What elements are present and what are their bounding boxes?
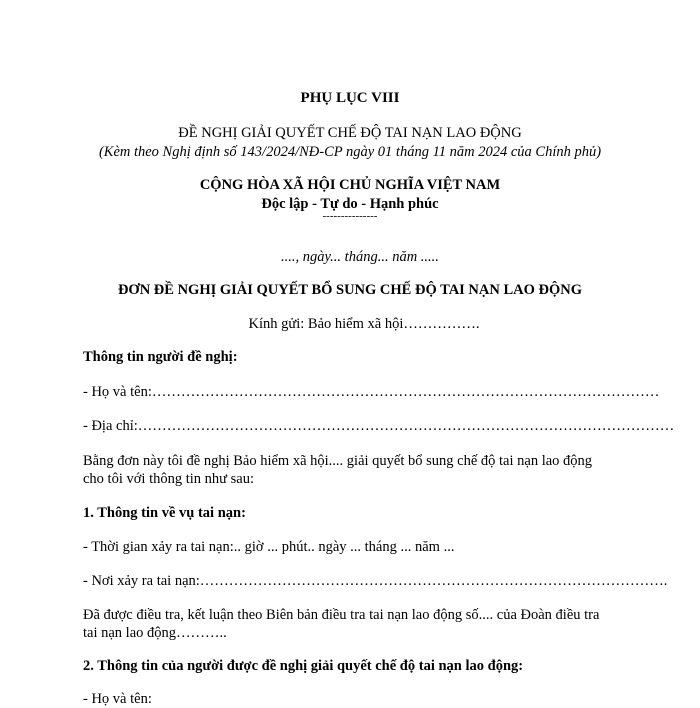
motto-rule: --------------- <box>322 210 378 222</box>
attached-note: (Kèm theo Nghị định số 143/2024/NĐ-CP ngày 01 tháng 11 năm 2024 của Chính phủ) <box>98 144 602 160</box>
document-title: ĐƠN ĐỀ NGHỊ GIẢI QUYẾT BỔ SUNG CHẾ ĐỘ TAI NẠN LAO ĐỘNG <box>117 282 583 298</box>
request-paragraph-line1: Bằng đơn này tôi đề nghị Bảo hiểm xã hội.... giải quyết bổ sung chế độ tai nạn lao động <box>83 453 593 469</box>
accident-heading: 1. Thông tin về vụ tai nạn: <box>83 505 246 521</box>
request-paragraph-line2: cho tôi với thông tin như sau: <box>83 471 254 487</box>
accident-time-field: - Thời gian xảy ra tai nạn:.. giờ ... phút.. ngày ... tháng ... năm ... <box>83 539 455 555</box>
motto: Độc lập - Tự do - Hạnh phúc <box>261 196 439 212</box>
form-name: ĐỀ NGHỊ GIẢI QUYẾT CHẾ ĐỘ TAI NẠN LAO ĐỘNG <box>178 125 522 141</box>
investigation-line1: Đã được điều tra, kết luận theo Biên bản điều tra tai nạn lao động số.... của Đoàn điều tra <box>83 607 600 623</box>
person-name-field: - Họ và tên: <box>83 691 152 707</box>
accident-place-field: - Nơi xảy ra tai nạn:……………………………………………………………………………………. <box>83 573 668 589</box>
investigation-line2: tai nạn lao động……….. <box>83 625 227 641</box>
country-name: CỘNG HÒA XÃ HỘI CHỦ NGHĨA VIỆT NAM <box>199 177 501 193</box>
appendix-title: PHỤ LỤC VIII <box>300 90 400 106</box>
date-line: ...., ngày... tháng... năm ..... <box>281 249 439 265</box>
applicant-address-field: - Địa chỉ:………………………………………………………………………………………………… <box>83 418 675 434</box>
recipient-line: Kính gửi: Bảo hiểm xã hội……………. <box>248 316 480 332</box>
applicant-name-field: - Họ và tên:…………………………………………………………………………………………… <box>83 384 660 400</box>
person-heading: 2. Thông tin của người được đề nghị giải quyết chế độ tai nạn lao động: <box>83 658 524 674</box>
applicant-heading: Thông tin người đề nghị: <box>83 349 238 365</box>
